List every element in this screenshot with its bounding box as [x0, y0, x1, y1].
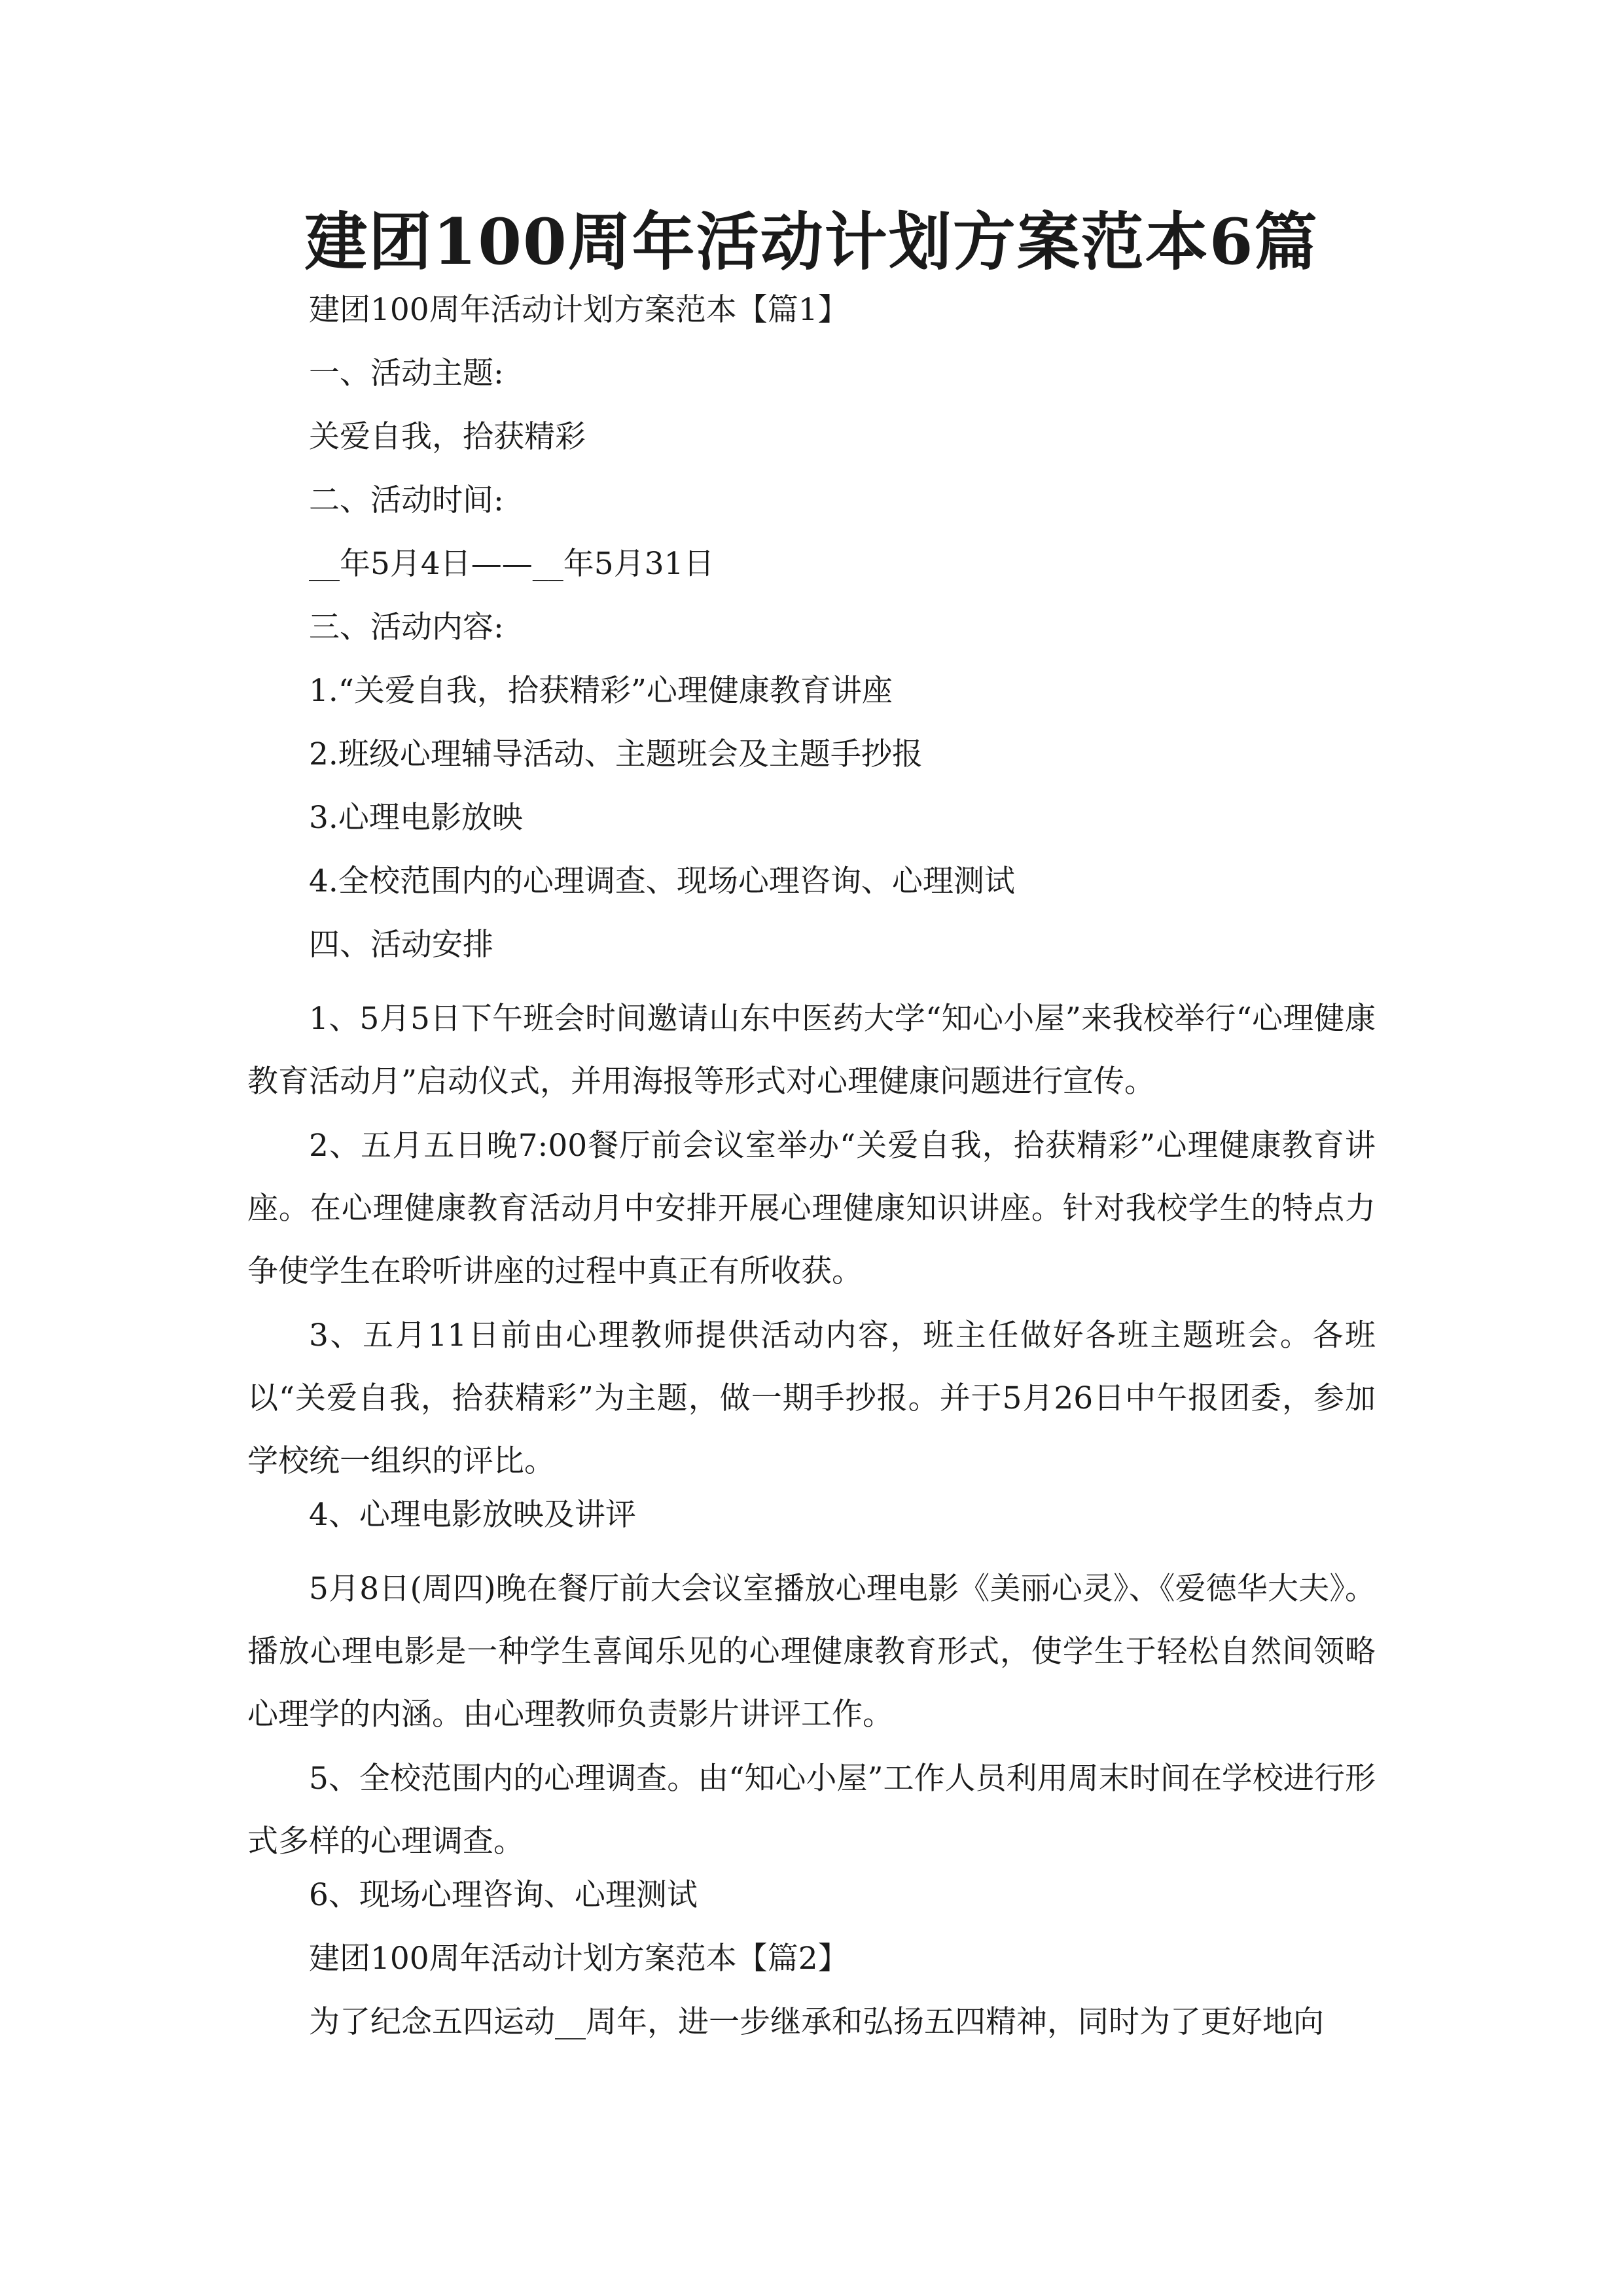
paragraph: 1、5月5日下午班会时间邀请山东中医药大学“知心小屋”来我校举行“心理健康教育活动月”启动仪式，并用海报等形式对心理健康问题进行宣传。 — [247, 1001, 1376, 1100]
paragraph: 一、活动主题: — [309, 355, 504, 391]
paragraph: 6、现场心理咨询、心理测试 — [309, 1877, 698, 1913]
paragraph: 5月8日(周四)晚在餐厅前大会议室播放心理电影《美丽心灵》、《爱德华大夫》。播放心理电影是一种学生喜闻乐见的心理健康教育形式，使学生于轻松自然间领略心理学的内涵。由心理教师负责影片讲评工作。 — [247, 1571, 1376, 1732]
paragraph: 4.全校范围内的心理调查、现场心理咨询、心理测试 — [309, 863, 1015, 899]
paragraph: 3.心理电影放映 — [309, 800, 523, 836]
document-title: 建团100周年活动计划方案范本6篇 — [304, 205, 1319, 279]
paragraph: 3、五月11日前由心理教师提供活动内容，班主任做好各班主题班会。各班以“关爱自我，拾获精彩”为主题，做一期手抄报。并于5月26日中午报团委，参加学校统一组织的评比。 — [247, 1318, 1376, 1479]
paragraph: 5、全校范围内的心理调查。由“知心小屋”工作人员利用周末时间在学校进行形式多样的心理调查。 — [247, 1761, 1376, 1859]
document-body — [247, 289, 1376, 2043]
paragraph: 为了纪念五四运动__周年，进一步继承和弘扬五四精神，同时为了更好地向 — [309, 2004, 1324, 2040]
paragraph: 二、活动时间: — [309, 482, 504, 518]
paragraph: 4、心理电影放映及讲评 — [309, 1497, 636, 1533]
section-heading-2: 建团100周年活动计划方案范本【篇2】 — [309, 1941, 849, 1977]
document-content — [247, 196, 1376, 2065]
paragraph: 关爱自我，拾获精彩 — [309, 419, 586, 455]
section-heading-1: 建团100周年活动计划方案范本【篇1】 — [309, 292, 849, 328]
paragraph: 1.“关爱自我，拾获精彩”心理健康教育讲座 — [309, 673, 893, 709]
paragraph: 2.班级心理辅导活动、主题班会及主题手抄报 — [309, 736, 923, 772]
paragraph: 三、活动内容: — [309, 609, 504, 645]
paragraph: 2、五月五日晚7:00餐厅前会议室举办“关爱自我，拾获精彩”心理健康教育讲座。在心理健康教育活动月中安排开展心理健康知识讲座。针对我校学生的特点力争使学生在聆听讲座的过程中真正有所收获。 — [247, 1128, 1376, 1289]
paragraph: __年5月4日——__年5月31日 — [309, 546, 715, 582]
paragraph: 四、活动安排 — [309, 927, 493, 963]
